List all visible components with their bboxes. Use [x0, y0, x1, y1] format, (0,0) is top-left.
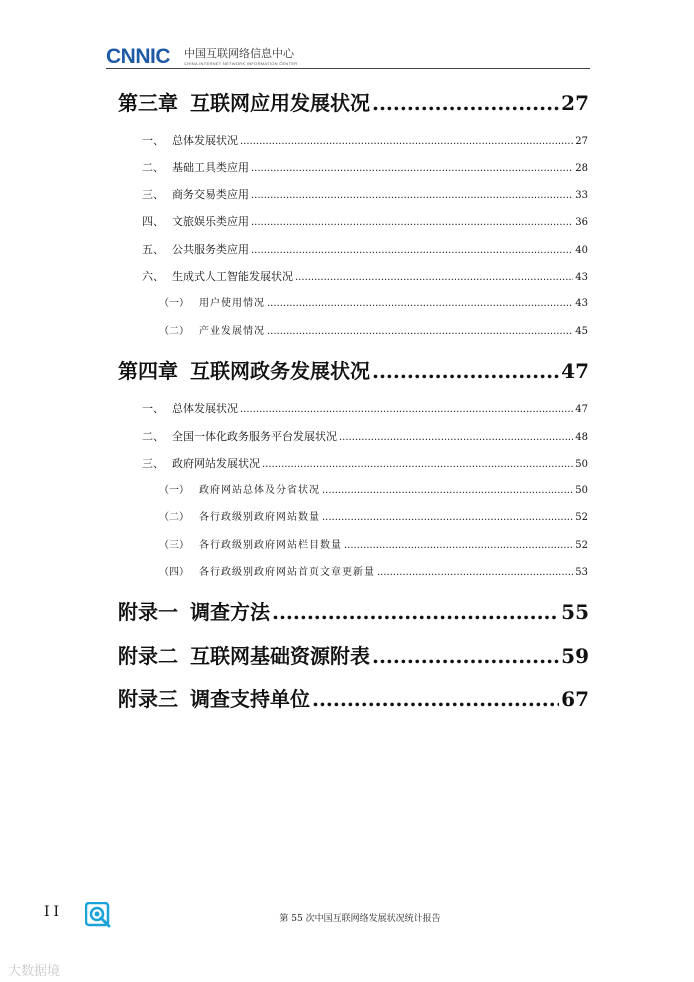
- chapter-number: 第四章: [118, 359, 178, 383]
- page-number: 48: [575, 432, 588, 443]
- page-number: 28: [575, 163, 588, 174]
- toc-section[interactable]: [142, 429, 588, 445]
- page-number: 47: [575, 404, 588, 415]
- subsection-title: 各行政级别政府网站栏目数量: [199, 540, 342, 551]
- dot-leader: [251, 243, 573, 259]
- dot-leader: [251, 188, 573, 204]
- appendix-title: 调查支持单位: [190, 687, 310, 711]
- section-title: 总体发展状况: [172, 134, 238, 147]
- section-number: 三、: [142, 457, 164, 470]
- page-number: 43: [575, 272, 588, 283]
- dot-leader: [377, 565, 573, 581]
- appendix-title: 互联网基础资源附表: [190, 644, 370, 668]
- toc-subsection[interactable]: [159, 324, 588, 340]
- dot-leader: [322, 483, 573, 499]
- subsection-number: （四）: [159, 567, 189, 578]
- toc-chapter-3[interactable]: [118, 89, 589, 117]
- toc-subsection[interactable]: [159, 538, 588, 554]
- page-number: 36: [575, 217, 588, 228]
- toc-section[interactable]: [142, 401, 588, 417]
- page-number: 50: [575, 485, 588, 496]
- toc-section[interactable]: [142, 242, 588, 258]
- dot-leader: [312, 685, 559, 713]
- cnnic-logo: CNNIC: [106, 45, 170, 68]
- page-number: 53: [575, 567, 588, 578]
- page-number: 33: [575, 190, 588, 201]
- section-number: 四、: [142, 215, 164, 228]
- page-number: 50: [575, 459, 588, 470]
- subsection-title: 产业发展情况: [199, 326, 265, 337]
- dot-leader: [372, 642, 559, 670]
- footer-report-title: 第 55 次中国互联网络发展状况统计报告: [279, 914, 441, 924]
- toc-chapter-4[interactable]: [118, 357, 589, 385]
- section-number: 六、: [142, 270, 164, 283]
- toc-section[interactable]: [142, 214, 588, 230]
- page-number: 55: [561, 600, 589, 624]
- toc-section[interactable]: [142, 187, 588, 203]
- section-title: 总体发展状况: [172, 402, 238, 415]
- dot-leader: [251, 215, 573, 231]
- subsection-number: （一）: [159, 485, 189, 496]
- dot-leader: [339, 430, 573, 446]
- subsection-number: （三）: [159, 540, 189, 551]
- dot-leader: [372, 357, 559, 385]
- toc-appendix-2[interactable]: [118, 642, 589, 670]
- dot-leader: [272, 598, 559, 626]
- section-title: 公共服务类应用: [172, 243, 249, 256]
- section-number: 二、: [142, 161, 164, 174]
- footer-page-number: II: [44, 904, 64, 920]
- page-number: 52: [575, 540, 588, 551]
- toc-section[interactable]: [142, 133, 588, 149]
- dot-leader: [372, 89, 559, 117]
- dot-leader: [240, 134, 573, 150]
- section-number: 三、: [142, 188, 164, 201]
- toc-subsection[interactable]: [159, 296, 588, 312]
- section-number: 一、: [142, 134, 164, 147]
- dot-leader: [262, 457, 573, 473]
- section-title: 文旅娱乐类应用: [172, 215, 249, 228]
- appendix-number: 附录一: [118, 600, 178, 624]
- appendix-title: 调查方法: [190, 600, 270, 624]
- section-number: 五、: [142, 243, 164, 256]
- section-number: 一、: [142, 402, 164, 415]
- page-number: 47: [561, 359, 589, 383]
- watermark: 大数据境: [8, 963, 61, 978]
- chapter-number: 第三章: [118, 91, 178, 115]
- page-number: 40: [575, 245, 588, 256]
- header-divider: [106, 68, 590, 69]
- toc-section[interactable]: [142, 160, 588, 176]
- page-number: 43: [575, 298, 588, 309]
- dot-leader: [240, 402, 573, 418]
- appendix-number: 附录二: [118, 644, 178, 668]
- org-name-cn: 中国互联网络信息中心: [184, 47, 294, 60]
- section-number: 二、: [142, 430, 164, 443]
- subsection-title: 政府网站总体及分省状况: [199, 485, 320, 496]
- dot-leader: [251, 161, 573, 177]
- page-number: 52: [575, 512, 588, 523]
- chapter-title: 互联网政务发展状况: [190, 359, 370, 383]
- subsection-title: 各行政级别政府网站首页文章更新量: [199, 567, 375, 578]
- org-name-en: CHINA INTERNET NETWORK INFORMATION CENTER: [184, 61, 298, 66]
- chapter-title: 互联网应用发展状况: [190, 91, 370, 115]
- subsection-number: （二）: [159, 326, 189, 337]
- dot-leader: [267, 296, 573, 312]
- magnifier-report-icon: [85, 902, 111, 928]
- subsection-title: 用户使用情况: [199, 298, 265, 309]
- dot-leader: [267, 324, 573, 340]
- dot-leader: [344, 538, 573, 554]
- page-number: 45: [575, 326, 588, 337]
- dot-leader: [322, 510, 573, 526]
- subsection-number: （一）: [159, 298, 189, 309]
- page-header: [106, 46, 590, 68]
- toc-appendix-3[interactable]: [118, 685, 589, 713]
- section-title: 商务交易类应用: [172, 188, 249, 201]
- appendix-number: 附录三: [118, 687, 178, 711]
- toc-subsection[interactable]: [159, 565, 588, 581]
- toc-section[interactable]: [142, 269, 588, 285]
- page-number: 27: [561, 91, 589, 115]
- toc-subsection[interactable]: [159, 483, 588, 499]
- page-number: 67: [561, 687, 589, 711]
- section-title: 生成式人工智能发展状况: [172, 270, 293, 283]
- page-number: 59: [561, 644, 589, 668]
- subsection-number: （二）: [159, 512, 189, 523]
- dot-leader: [295, 270, 573, 286]
- subsection-title: 各行政级别政府网站数量: [199, 512, 320, 523]
- page-number: 27: [575, 136, 588, 147]
- section-title: 全国一体化政务服务平台发展状况: [172, 430, 337, 443]
- toc-appendix-1[interactable]: [118, 598, 589, 626]
- section-title: 政府网站发展状况: [172, 457, 260, 470]
- toc-section[interactable]: [142, 456, 588, 472]
- toc-subsection[interactable]: [159, 510, 588, 526]
- section-title: 基础工具类应用: [172, 161, 249, 174]
